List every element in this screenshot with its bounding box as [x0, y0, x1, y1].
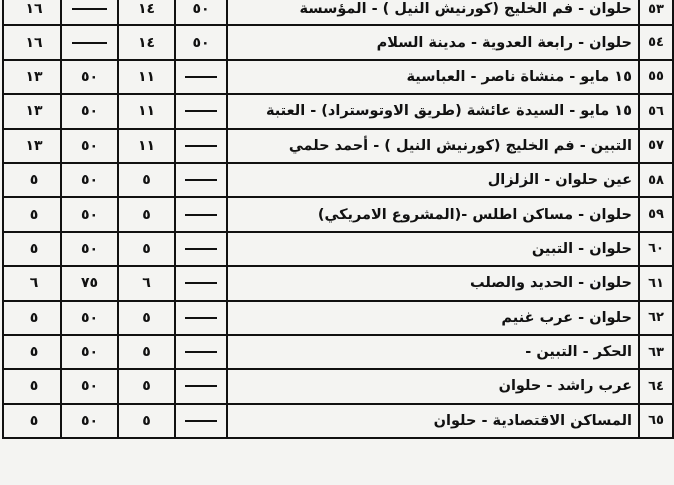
value-a-cell — [174, 198, 226, 230]
value-b-cell-text: ١١ — [137, 103, 156, 120]
value-b-cell-text: ٥ — [142, 206, 151, 223]
value-c-cell — [60, 0, 117, 24]
value-c-cell-text: ٥٠ — [80, 137, 99, 154]
value-d-cell — [8, 302, 60, 334]
route-name-cell — [226, 302, 638, 334]
value-c-cell-text: ٥٠ — [80, 240, 99, 257]
route-number-cell — [638, 198, 672, 230]
value-a-cell-text: ٥٠ — [192, 1, 210, 18]
route-name-cell — [226, 370, 638, 402]
route-number-cell-text: ٦٢ — [648, 310, 664, 326]
value-b-cell — [117, 302, 174, 334]
value-b-cell — [117, 370, 174, 402]
value-b-cell-text: ١١ — [137, 137, 156, 154]
value-b-cell — [117, 198, 174, 230]
value-b-cell-text: ٦ — [142, 275, 151, 292]
value-b-cell — [117, 267, 174, 299]
route-number-cell — [638, 233, 672, 265]
route-name-cell-text: عرب راشد - حلوان — [498, 378, 632, 395]
empty-dash — [72, 8, 107, 10]
route-number-cell-text: ٦٠ — [648, 241, 664, 257]
value-c-cell-text: ٥٠ — [80, 344, 99, 361]
route-name-cell-text: المساكن الاقتصادية - حلوان — [433, 412, 632, 429]
value-d-cell-text: ٥ — [29, 206, 39, 223]
value-d-cell-text: ١٦ — [25, 34, 43, 51]
empty-dash — [185, 179, 217, 181]
route-name-cell — [226, 267, 638, 299]
value-c-cell — [60, 405, 117, 437]
routes-table — [2, 0, 674, 439]
value-d-cell-text: ٥ — [29, 412, 39, 429]
value-a-cell — [174, 405, 226, 437]
table-row — [4, 198, 672, 232]
route-number-cell — [638, 61, 672, 93]
route-name-cell — [226, 95, 638, 127]
value-b-cell — [117, 95, 174, 127]
table-row — [4, 405, 672, 439]
route-name-cell-text: حلوان - الحديد والصلب — [469, 275, 632, 292]
value-b-cell-text: ٥ — [142, 378, 151, 395]
value-b-cell — [117, 26, 174, 58]
value-a-cell — [174, 233, 226, 265]
value-d-cell — [8, 130, 60, 162]
value-d-cell — [8, 405, 60, 437]
route-name-cell-text: ١٥ مايو - منشاة ناصر - العباسية — [406, 68, 632, 85]
value-d-cell — [8, 0, 60, 24]
route-number-cell — [638, 95, 672, 127]
table-row — [4, 336, 672, 370]
table-row — [4, 370, 672, 404]
value-c-cell-text: ٥٠ — [80, 309, 99, 326]
value-d-cell-text: ١٣ — [25, 103, 43, 120]
value-d-cell — [8, 164, 60, 196]
route-number-cell — [638, 267, 672, 299]
route-number-cell-text: ٦٤ — [648, 378, 664, 394]
value-c-cell — [60, 61, 117, 93]
value-a-cell — [174, 370, 226, 402]
value-d-cell — [8, 267, 60, 299]
value-c-cell — [60, 370, 117, 402]
value-b-cell — [117, 336, 174, 368]
value-a-cell — [174, 336, 226, 368]
value-b-cell-text: ٥ — [142, 172, 151, 189]
route-number-cell-text: ٦٥ — [648, 413, 664, 429]
value-d-cell — [8, 370, 60, 402]
value-b-cell — [117, 130, 174, 162]
value-c-cell-text: ٥٠ — [80, 103, 99, 120]
value-c-cell — [60, 336, 117, 368]
empty-dash — [185, 110, 217, 112]
route-number-cell-text: ٥٦ — [648, 103, 664, 119]
value-c-cell — [60, 302, 117, 334]
route-name-cell-text: حلوان - التبين — [531, 240, 632, 257]
value-d-cell-text: ٥ — [29, 378, 39, 395]
route-name-cell — [226, 198, 638, 230]
route-number-cell-text: ٦١ — [648, 275, 664, 291]
route-name-cell — [226, 233, 638, 265]
value-c-cell — [60, 164, 117, 196]
table-row — [4, 0, 672, 26]
value-a-cell — [174, 61, 226, 93]
value-b-cell-text: ١١ — [137, 68, 156, 85]
route-number-cell — [638, 336, 672, 368]
route-number-cell — [638, 130, 672, 162]
value-b-cell-text: ٥ — [142, 412, 151, 429]
value-c-cell-text: ٥٠ — [80, 206, 99, 223]
value-d-cell — [8, 336, 60, 368]
value-d-cell — [8, 198, 60, 230]
empty-dash — [185, 351, 217, 353]
route-number-cell-text: ٦٣ — [648, 344, 664, 360]
route-name-cell — [226, 164, 638, 196]
value-b-cell — [117, 61, 174, 93]
value-b-cell — [117, 405, 174, 437]
route-name-cell — [226, 336, 638, 368]
value-d-cell-text: ١٣ — [25, 68, 43, 85]
value-d-cell-text: ١٦ — [25, 1, 43, 18]
value-c-cell — [60, 95, 117, 127]
empty-dash — [185, 214, 217, 216]
empty-dash — [185, 282, 217, 284]
value-a-cell — [174, 95, 226, 127]
table-row — [4, 95, 672, 129]
table-row — [4, 26, 672, 60]
value-a-cell — [174, 130, 226, 162]
value-d-cell — [8, 61, 60, 93]
route-number-cell-text: ٥٨ — [648, 172, 664, 188]
route-number-cell-text: ٥٥ — [648, 69, 664, 85]
route-name-cell-text: ١٥ مايو - السيدة عائشة (طريق الاوتوستراد) - العتبة — [265, 103, 632, 120]
route-number-cell — [638, 0, 672, 24]
value-c-cell — [60, 233, 117, 265]
table-row — [4, 267, 672, 301]
value-d-cell-text: ٥ — [29, 240, 39, 257]
value-a-cell — [174, 302, 226, 334]
route-name-cell — [226, 130, 638, 162]
route-name-cell — [226, 61, 638, 93]
route-name-cell-text: عين حلوان - الزلزال — [487, 172, 632, 189]
route-number-cell-text: ٥٩ — [648, 207, 664, 223]
value-d-cell-text: ١٣ — [25, 137, 43, 154]
route-number-cell — [638, 302, 672, 334]
value-d-cell-text: ٥ — [29, 344, 39, 361]
route-name-cell — [226, 0, 638, 24]
value-c-cell-text: ٥٠ — [80, 412, 99, 429]
route-name-cell-text: التبين - فم الخليج (كورنيش النيل ) - أحمد حلمي — [288, 137, 632, 154]
value-b-cell — [117, 0, 174, 24]
value-d-cell — [8, 233, 60, 265]
value-b-cell-text: ١٤ — [137, 1, 156, 18]
value-c-cell — [60, 130, 117, 162]
route-number-cell — [638, 26, 672, 58]
route-name-cell-text: حلوان - مساكن اطلس -(المشروع الامريكي) — [317, 206, 632, 223]
value-b-cell-text: ٥ — [142, 240, 151, 257]
route-name-cell-text: الحكر - التبين - — [525, 344, 632, 361]
table-row — [4, 164, 672, 198]
value-a-cell — [174, 0, 226, 24]
value-c-cell — [60, 198, 117, 230]
empty-dash — [185, 385, 217, 387]
route-number-cell — [638, 405, 672, 437]
value-c-cell-text: ٥٠ — [80, 378, 99, 395]
value-b-cell — [117, 233, 174, 265]
value-a-cell — [174, 26, 226, 58]
value-d-cell-text: ٥ — [29, 172, 39, 189]
table-row — [4, 130, 672, 164]
value-c-cell-text: ٥٠ — [80, 68, 99, 85]
value-d-cell — [8, 26, 60, 58]
route-number-cell-text: ٥٤ — [648, 35, 664, 51]
value-a-cell-text: ٥٠ — [192, 34, 210, 51]
route-number-cell-text: ٥٣ — [648, 1, 664, 17]
value-c-cell — [60, 267, 117, 299]
route-number-cell-text: ٥٧ — [648, 138, 664, 154]
value-b-cell-text: ١٤ — [137, 34, 156, 51]
empty-dash — [185, 317, 217, 319]
table-row — [4, 233, 672, 267]
route-number-cell — [638, 164, 672, 196]
value-a-cell — [174, 267, 226, 299]
empty-dash — [185, 145, 217, 147]
value-b-cell — [117, 164, 174, 196]
value-c-cell-text: ٧٥ — [80, 275, 99, 292]
table-row — [4, 61, 672, 95]
route-name-cell-text: حلوان - فم الخليج (كورنيش النيل ) - المؤسسة — [299, 1, 632, 18]
value-d-cell-text: ٦ — [29, 275, 39, 292]
value-d-cell-text: ٥ — [29, 309, 39, 326]
empty-dash — [185, 248, 217, 250]
route-name-cell-text: حلوان - رابعة العدوية - مدينة السلام — [376, 34, 632, 51]
value-a-cell — [174, 164, 226, 196]
route-name-cell — [226, 405, 638, 437]
empty-dash — [185, 76, 217, 78]
value-c-cell — [60, 26, 117, 58]
route-name-cell-text: حلوان - عرب غنيم — [501, 309, 632, 326]
empty-dash — [185, 420, 217, 422]
value-d-cell — [8, 95, 60, 127]
route-number-cell — [638, 370, 672, 402]
value-b-cell-text: ٥ — [142, 344, 151, 361]
value-c-cell-text: ٥٠ — [80, 172, 99, 189]
table-row — [4, 302, 672, 336]
empty-dash — [72, 42, 107, 44]
route-name-cell — [226, 26, 638, 58]
value-b-cell-text: ٥ — [142, 309, 151, 326]
